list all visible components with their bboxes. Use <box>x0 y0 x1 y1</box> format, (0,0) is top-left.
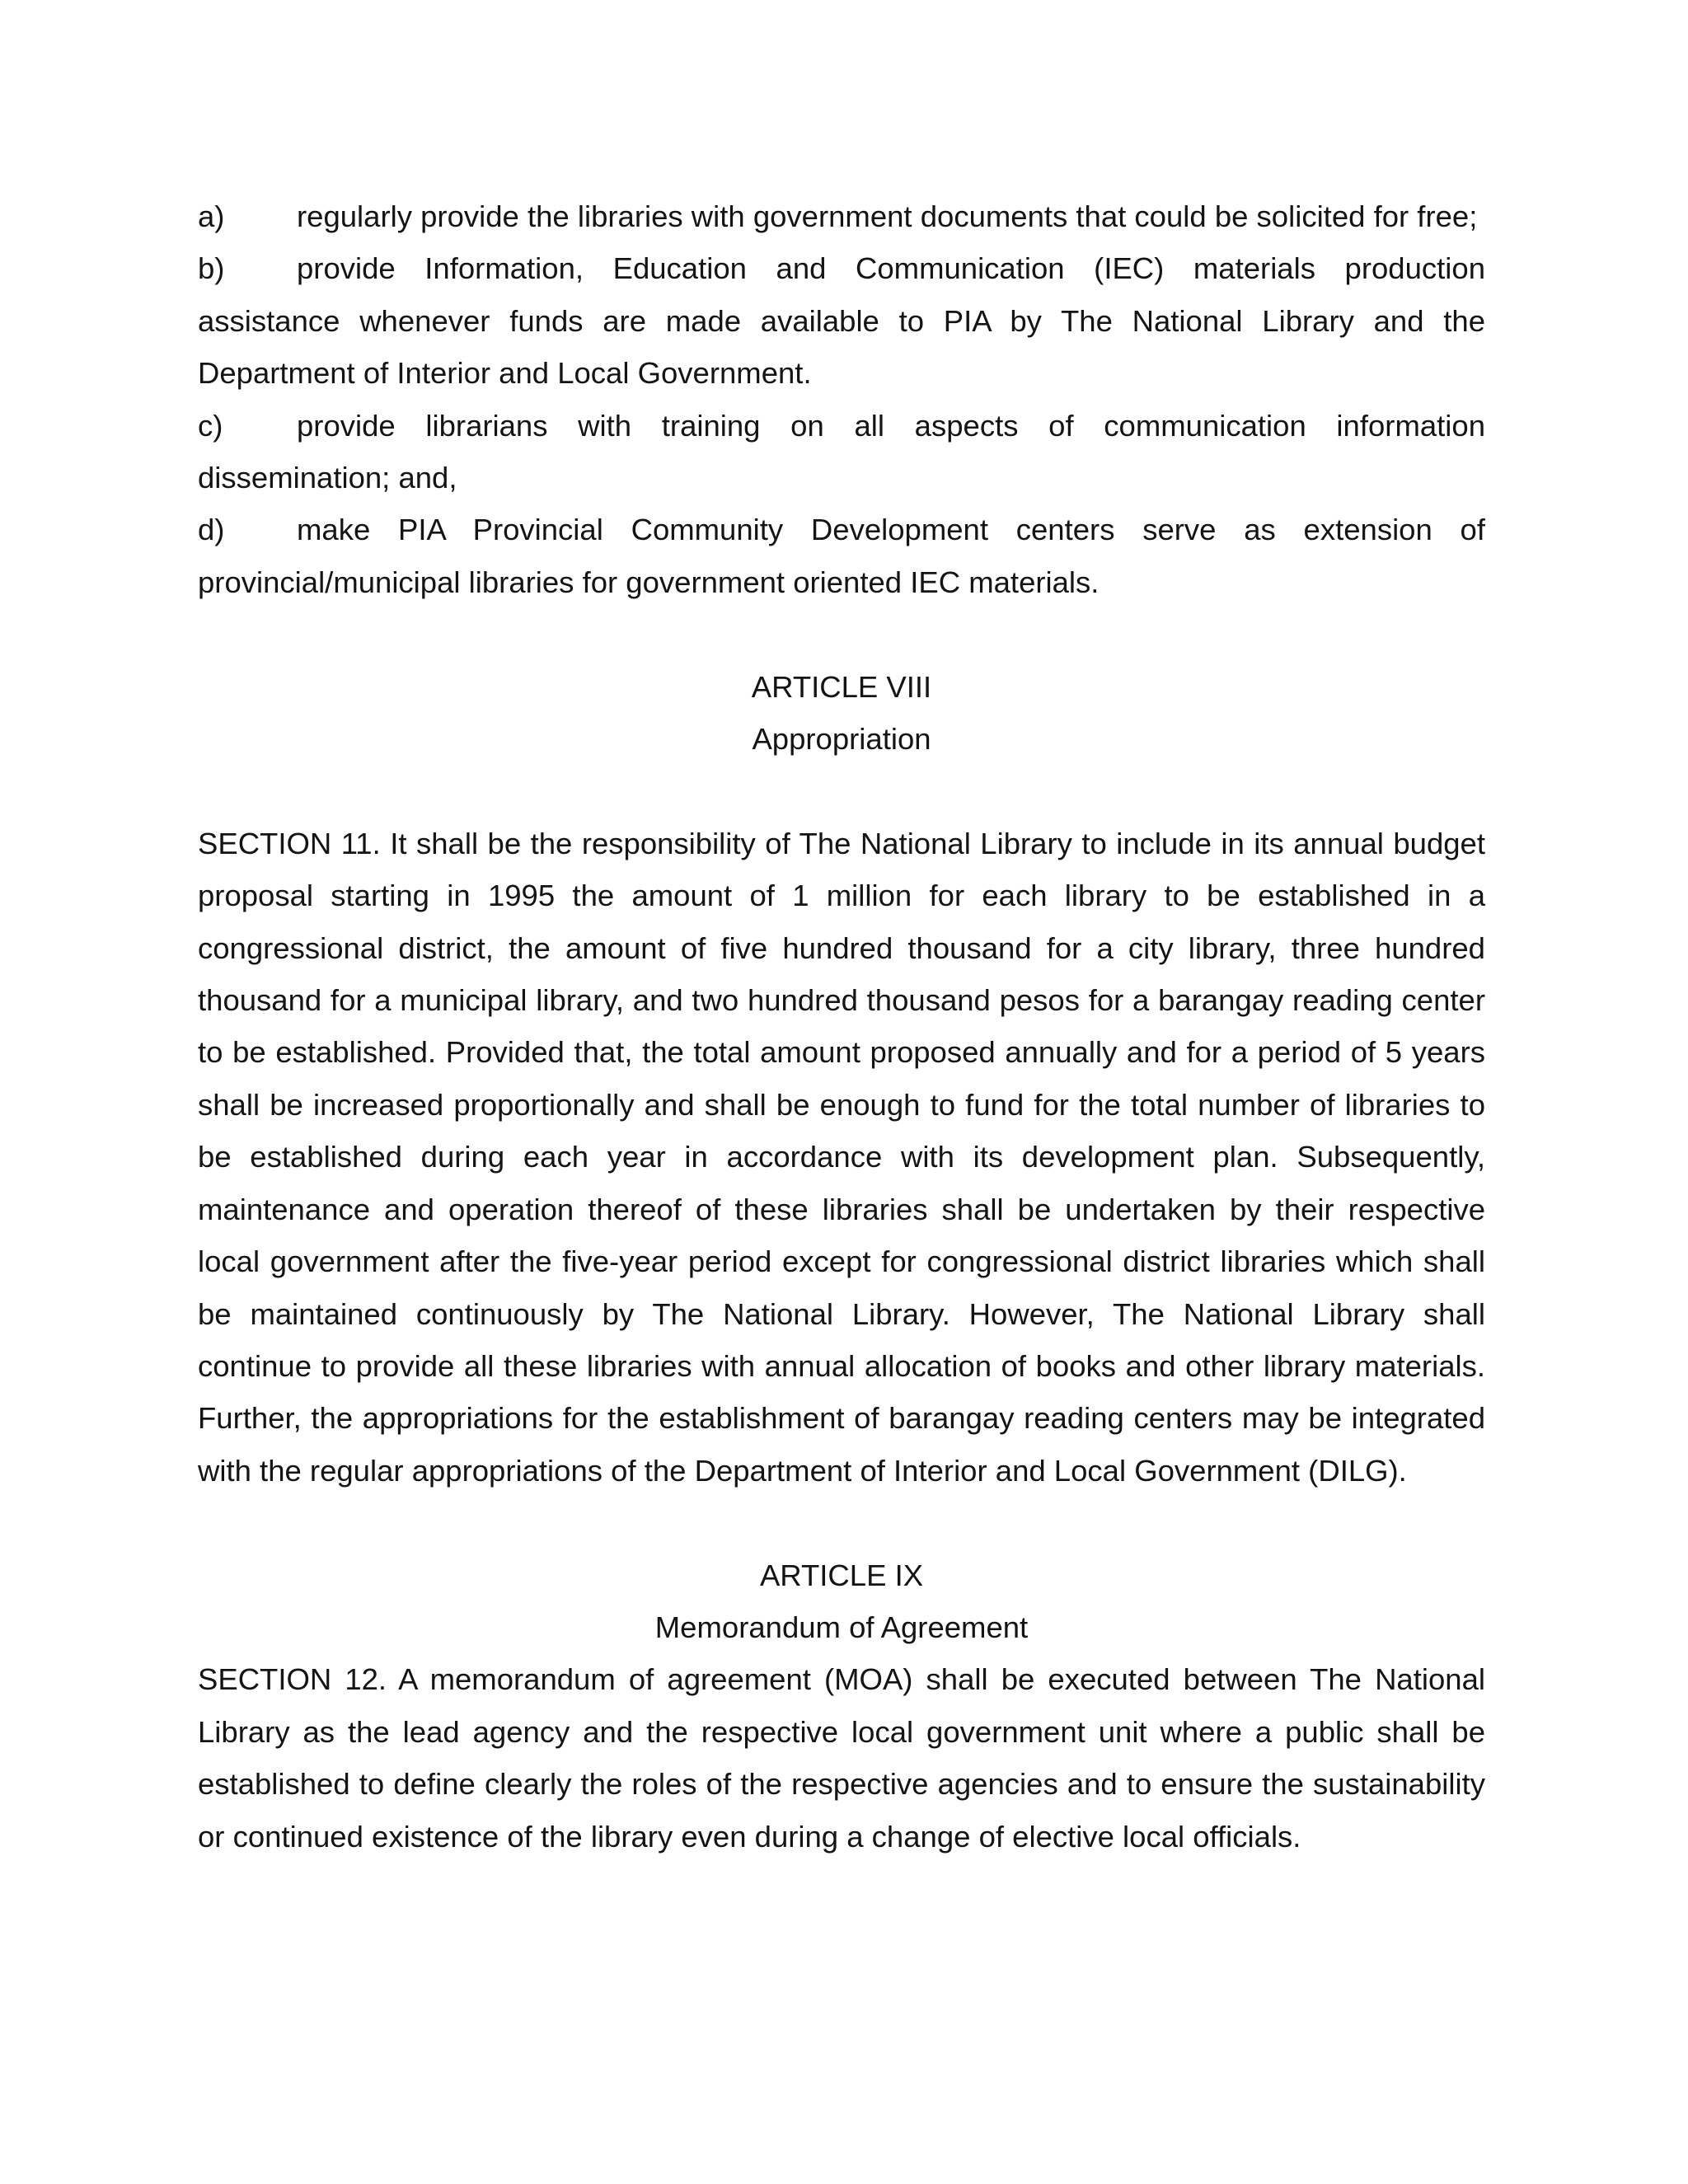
list-item-text: provide Information, Education and Communication (IEC) materials production assistance whenever funds are made available to PIA by The National Library and the Department of Interior and Local Government. <box>198 251 1485 391</box>
document-page <box>198 190 1485 1863</box>
article-8-heading: ARTICLE VIII <box>751 669 932 704</box>
spacer <box>198 1497 1485 1549</box>
list-item-letter: a) <box>198 199 225 233</box>
list-item-letter: c) <box>198 408 223 443</box>
article-8-subheading: Appropriation <box>752 722 931 757</box>
spacer <box>198 608 1485 660</box>
article-9-subheading: Memorandum of Agreement <box>654 1610 1029 1644</box>
list-item-text: regularly provide the libraries with government documents that could be solicited for free; <box>297 199 1478 233</box>
section-12-paragraph: SECTION 12. A memorandum of agreement (MOA) shall be executed between The National Library as the lead agency and the respective local government unit where a public shall be established to define clearly the roles of the respective agencies and to ensure the sustainability or continued existence of the library even during a change of elective local officials. <box>198 1662 1485 1854</box>
list-item-letter: d) <box>198 513 225 547</box>
list-item-letter: b) <box>198 251 225 286</box>
list-item-text: provide librarians with training on all aspects of communication information dissemination; and, <box>198 408 1485 495</box>
list-item-text: make PIA Provincial Community Development centers serve as extension of provincial/municipal libraries for government oriented IEC materials. <box>198 513 1485 599</box>
list-item <box>198 242 1485 399</box>
section-11-paragraph: SECTION 11. It shall be the responsibility of The National Library to include in its annual budget proposal starting in 1995 the amount of 1 million for each library to be established in a congressional district, the amount of five hundred thousand for a city library, three hundred thousand for a municipal library, and two hundred thousand pesos for a barangay reading center to be established. Provided that, the total amount proposed annually and for a period of 5 years shall be increased proportionally and shall be enough to fund for the total number of libraries to be established during each year in accordance with its development plan. Subsequently, maintenance and operation thereof of these libraries shall be undertaken by their respective local government after the five-year period except for congressional district libraries which shall be maintained continuously by The National Library. However, The National Library shall continue to provide all these libraries with annual allocation of books and other library materials. Further, the appropriations for the establishment of barangay reading centers may be integrated with the regular appropriations of the Department of Interior and Local Government (DILG). <box>198 826 1485 1488</box>
list-item <box>198 504 1485 608</box>
list-item <box>198 190 1485 242</box>
article-9-heading: ARTICLE IX <box>759 1558 924 1592</box>
list-item <box>198 400 1485 504</box>
spacer <box>198 765 1485 817</box>
